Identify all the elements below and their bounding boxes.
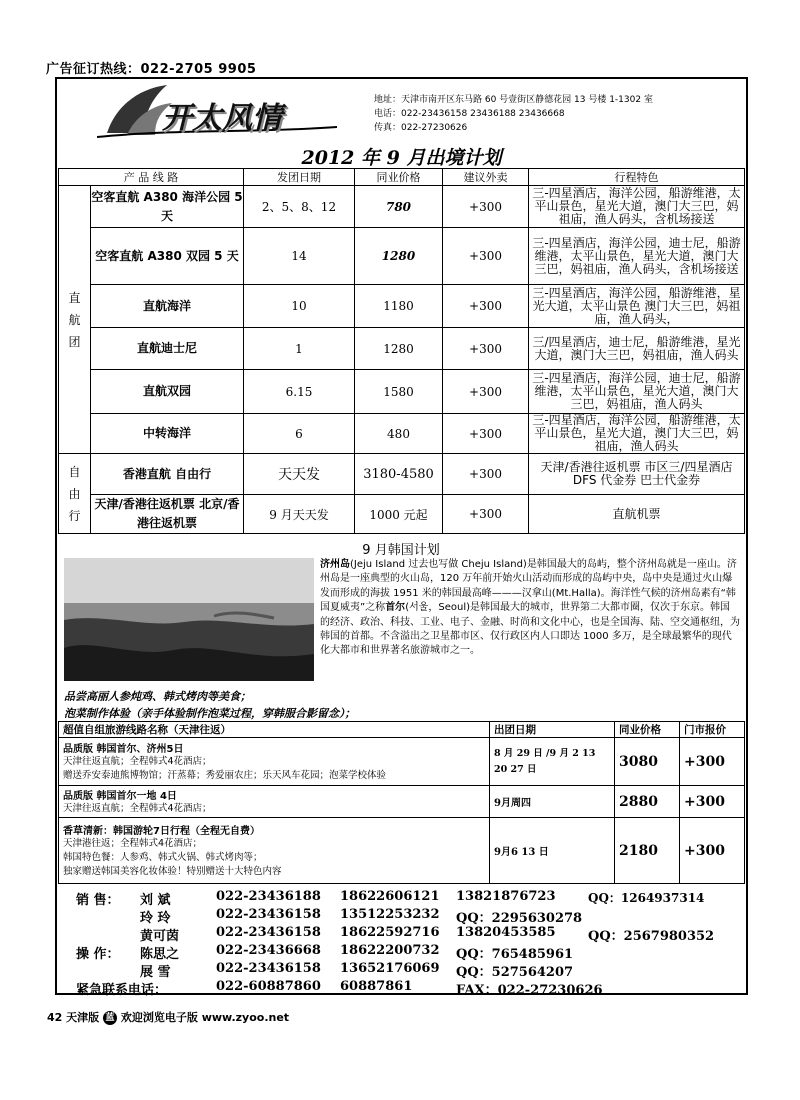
contact-tel: 022-23436158 <box>216 961 321 976</box>
product-name: 空客直航 A380 海洋公园 5 天 <box>91 186 244 228</box>
trade-price: 1280 <box>355 228 443 285</box>
logo-wordmark: 开太风情 <box>162 101 282 136</box>
page-number: 42 <box>47 1011 63 1024</box>
tour-feature: 三-四星酒店，海洋公园，船游维港，太平山景色，星光大道，澳门大三巴，妈祖庙，渔人码头 <box>529 414 745 454</box>
agency-header <box>57 79 746 143</box>
jeju-coast-photo <box>64 558 314 681</box>
emergency-fax: FAX：022-27230626 <box>456 983 603 998</box>
table-header-row <box>59 722 745 738</box>
route-retail-price: +300 <box>680 738 745 786</box>
trade-price: 780 <box>355 186 443 228</box>
contact-mobile: 18622606121 <box>340 889 440 904</box>
route-line: 独家赠送韩国美容化妆体验！特别赠送十大特色内容 <box>63 866 282 877</box>
tour-feature: 三-四星酒店，海洋公园，迪士尼，船游维港，太平山景色，星光大道，澳门大三巴，妈祖庙，渔人码头，含机场接送 <box>529 228 745 285</box>
contact-name: 展 雪 <box>140 965 171 980</box>
retail-markup: +300 <box>443 228 529 285</box>
korea-description: 济州岛(Jeju Island 过去也写做 Cheju Island)是韩国最大的岛屿，整个济州岛就是一座山。济州岛是一座典型的火山岛，120 万年前开始火山活动而形成的岛屿中央，岛中央是通过火山爆发而形成的海拔 1951 米的韩国最高峰———汉拿山(Mt.Halla)。海洋性气候的济州岛素有“韩国夏威夷”之称首尔(서울，Seoul)是韩国最大的城市，世界第二大都市圈，仅次于东京。韩国的经济、政治、科技、工业、电子、金融、时尚和文化中心，也是全国海、陆、空交通枢纽，为韩国的首都。不含溢出之卫星都市区、仅行政区内人口即达 1000 多万，是全球最繁华的现代化大都市和世界著名旅游城市之一。 <box>320 559 740 657</box>
col-route-name: 超值自组旅游线路名称（天津往返） <box>59 722 490 738</box>
route-retail-price: +300 <box>680 786 745 818</box>
route-title: 品质版 韩国首尔一地 4日 <box>63 791 177 802</box>
retail-markup: +300 <box>443 454 529 495</box>
tour-feature: 天津/香港往返机票 市区三/四星酒店 DFS 代金券 巴士代金券 <box>529 454 745 495</box>
edition-badge-icon: 蓝 <box>103 1011 117 1025</box>
trade-price: 480 <box>355 414 443 454</box>
tour-feature: 三-四星酒店，海洋公园，迪士尼，船游维港，太平山景色，星光大道，澳门大三巴，妈祖庙，渔人码头 <box>529 370 745 414</box>
emergency-mobile: 60887861 <box>340 979 413 994</box>
retail-markup: +300 <box>443 328 529 370</box>
col-retail: 建议外卖 <box>443 169 529 186</box>
agency-contact <box>374 93 653 135</box>
col-price: 同业价格 <box>355 169 443 186</box>
route-trade-price: 3080 <box>615 738 680 786</box>
sales-label: 销 售： <box>76 893 120 908</box>
contact-tel: 022-23436158 <box>216 925 321 940</box>
contact-extra: QQ：765485961 <box>456 947 574 962</box>
table-row <box>59 454 745 495</box>
col-feature: 行程特色 <box>529 169 745 186</box>
highlight-kimchi: 泡菜制作体验（亲手体验制作泡菜过程，穿韩服合影留念）； <box>64 707 356 720</box>
highlight-food: 品尝高丽人参炖鸡、韩式烤肉等美食； <box>64 690 251 703</box>
tour-dates: 6 <box>244 414 355 454</box>
contact-tel: 022-23436668 <box>216 943 321 958</box>
contact-name: 刘 斌 <box>140 893 171 908</box>
col-trade-price: 同业价格 <box>615 722 680 738</box>
edition: 天津版 <box>66 1011 100 1024</box>
ops-label: 操 作： <box>76 947 120 962</box>
tour-dates: 6.15 <box>244 370 355 414</box>
retail-markup: +300 <box>443 495 529 534</box>
contact-tel: 022-23436188 <box>216 889 321 904</box>
contact-tel: 022-23436158 <box>216 907 321 922</box>
route-line: 天津往返直航；全程韩式4花酒店； <box>63 803 212 814</box>
contact-name: 玲 玲 <box>140 911 171 926</box>
product-name: 直航迪士尼 <box>91 328 244 370</box>
site-url[interactable]: www.zyoo.net <box>201 1011 290 1024</box>
korea-route-table <box>58 721 745 884</box>
tour-dates: 14 <box>244 228 355 285</box>
ad-hotline: 广告征订热线：022-2705 9905 <box>46 62 257 77</box>
product-name: 直航双园 <box>91 370 244 414</box>
tour-dates: 10 <box>244 285 355 328</box>
table-row <box>59 285 745 328</box>
tour-feature: 直航机票 <box>529 495 745 534</box>
group-free-label: 自由行 <box>59 454 91 534</box>
korea-section-title: 9 月韩国计划 <box>362 543 440 558</box>
table-row <box>59 738 745 786</box>
table-row <box>59 414 745 454</box>
group-direct-label: 直航团 <box>59 186 91 454</box>
retail-markup: +300 <box>443 414 529 454</box>
product-name: 空客直航 A380 双园 5 天 <box>91 228 244 285</box>
route-details <box>59 738 490 786</box>
route-line: 赠送乔安泰迪熊博物馆；汗蒸幕；秀爱丽农庄；乐天风车花园；泡菜学校体验 <box>63 770 387 781</box>
tour-feature: 三-四星酒店，海洋公园，船游维港，太平山景色，星光大道，澳门大三巴，妈祖庙，渔人码头，含机场接送 <box>529 186 745 228</box>
contact-qq: QQ：2567980352 <box>588 929 715 944</box>
tour-dates: 天天发 <box>244 454 355 495</box>
tour-dates: 1 <box>244 328 355 370</box>
korea-intro <box>58 556 744 719</box>
contact-mobile: 13652176069 <box>340 961 440 976</box>
table-row <box>59 786 745 818</box>
tour-feature: 三-四星酒店，海洋公园，船游维港，星光大道，太平山景色 澳门大三巴，妈祖庙，渔人码头， <box>529 285 745 328</box>
product-name: 直航海洋 <box>91 285 244 328</box>
contact-extra: 13821876723 <box>456 889 556 904</box>
contact-name: 陈思之 <box>140 947 180 962</box>
route-date: 8 月 29 日 /9 月 2 13 20 27 日 <box>490 738 615 786</box>
route-details <box>59 818 490 884</box>
route-line: 韩国特色餐：人参鸡、韩式火锅、韩式烤肉等； <box>63 852 263 863</box>
col-date: 出团日期 <box>490 722 615 738</box>
address: 地址：天津市南开区东马路 60 号壹街区静德花园 13 号楼 1-1302 室 <box>374 95 653 105</box>
trade-price: 1000 元起 <box>355 495 443 534</box>
route-retail-price: +300 <box>680 818 745 884</box>
contact-mobile: 13512253232 <box>340 907 440 922</box>
contact-qq: QQ：1264937314 <box>588 891 705 905</box>
emergency-label: 紧急联系电话： <box>76 983 168 998</box>
plan-title: 2012 年 9 月出境计划 <box>301 147 502 169</box>
route-trade-price: 2180 <box>615 818 680 884</box>
col-retail-price: 门市报价 <box>680 722 745 738</box>
contact-mobile: 18622200732 <box>340 943 440 958</box>
hongkong-plan-table <box>58 168 745 534</box>
contact-name: 黄可茵 <box>140 929 180 944</box>
contact-extra: QQ：527564207 <box>456 965 574 980</box>
table-row <box>59 328 745 370</box>
tour-dates: 9 月天天发 <box>244 495 355 534</box>
tour-dates: 2、5、8、12 <box>244 186 355 228</box>
table-row <box>59 228 745 285</box>
product-name: 中转海洋 <box>91 414 244 454</box>
emergency-tel: 022-60887860 <box>216 979 321 994</box>
phone: 电话：022-23436158 23436188 23436668 <box>374 109 565 119</box>
retail-markup: +300 <box>443 186 529 228</box>
route-trade-price: 2880 <box>615 786 680 818</box>
route-title: 品质版 韩国首尔、济州5日 <box>63 744 184 755</box>
table-row <box>59 186 745 228</box>
retail-markup: +300 <box>443 370 529 414</box>
table-row <box>59 370 745 414</box>
retail-markup: +300 <box>443 285 529 328</box>
route-line: 天津港往返；全程韩式4花酒店； <box>63 838 203 849</box>
fax: 传真：022-27230626 <box>374 123 468 133</box>
route-details <box>59 786 490 818</box>
tour-feature: 三/四星酒店，迪士尼，船游维港，星光大道，澳门大三巴，妈祖庙，渔人码头 <box>529 328 745 370</box>
table-row <box>59 818 745 884</box>
col-dates: 发团日期 <box>244 169 355 186</box>
route-date: 9月周四 <box>490 786 615 818</box>
product-name: 香港直航 自由行 <box>91 454 244 495</box>
trade-price: 1580 <box>355 370 443 414</box>
contact-extra: QQ：2295630278 <box>456 911 583 926</box>
trade-price: 1180 <box>355 285 443 328</box>
route-date: 9月6 13 日 <box>490 818 615 884</box>
slogan: 欢迎浏览电子版 <box>120 1011 198 1024</box>
contact-mobile: 18622592716 <box>340 925 440 940</box>
product-name: 天津/香港往返机票 北京/香港往返机票 <box>91 495 244 534</box>
col-route: 产 品 线 路 <box>59 169 244 186</box>
table-row <box>59 495 745 534</box>
route-title: 香草清新：韩国游轮7日行程（全程无自费） <box>63 826 260 837</box>
contact-extra: 13820453585 <box>456 925 556 940</box>
route-line: 天津往返直航；全程韩式4花酒店； <box>63 756 212 767</box>
page-footer <box>47 1009 289 1025</box>
table-header-row <box>59 169 745 186</box>
trade-price: 3180-4580 <box>355 454 443 495</box>
contact-list <box>58 889 744 998</box>
trade-price: 1280 <box>355 328 443 370</box>
